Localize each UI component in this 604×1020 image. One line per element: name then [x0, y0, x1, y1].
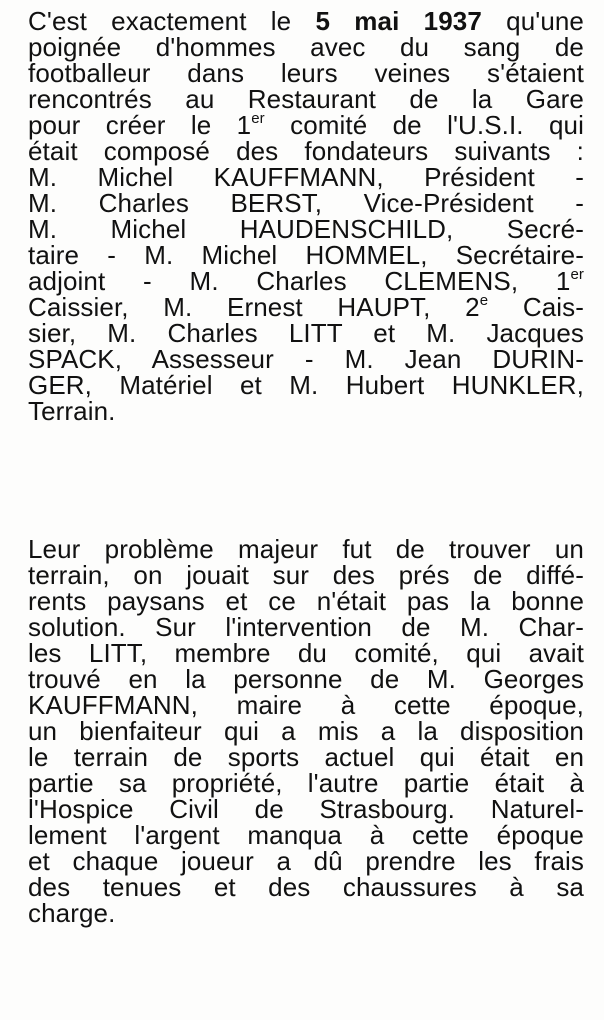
- paragraph-terrain: [28, 536, 584, 926]
- text-line: M. Charles BERST, Vice-Président -: [28, 188, 584, 218]
- text-line: rencontrés au Restaurant de la Gare: [28, 84, 584, 114]
- text-line: les LITT, membre du comité, qui avait: [28, 638, 584, 668]
- superscript: e: [479, 292, 489, 309]
- text-line: charge.: [28, 898, 116, 928]
- text-line: KAUFFMANN, maire à cette époque,: [28, 690, 584, 720]
- text-line: taire - M. Michel HOMMEL, Secrétaire-: [28, 240, 584, 270]
- text-line: trouvé en la personne de M. Georges: [28, 664, 584, 694]
- text-line: terrain, on jouait sur des prés de diffé-: [28, 560, 584, 590]
- text-line: lement l'argent manqua à cette époque: [28, 820, 584, 850]
- text-line: SPACK, Assesseur - M. Jean DURIN-: [28, 344, 584, 374]
- text-line: l'Hospice Civil de Strasbourg. Naturel-: [28, 794, 584, 824]
- text-line: Caissier, M. Ernest HAUPT, 2e Cais-: [28, 292, 584, 322]
- superscript: er: [251, 110, 265, 127]
- text-line: adjoint - M. Charles CLEMENS, 1er: [28, 266, 584, 296]
- text-line: M. Michel HAUDENSCHILD, Secré-: [28, 214, 584, 244]
- text-line: des tenues et des chaussures à sa: [28, 872, 584, 902]
- superscript: er: [570, 266, 584, 283]
- text-line: GER, Matériel et M. Hubert HUNKLER,: [28, 370, 584, 400]
- text-line: Leur problème majeur fut de trouver un: [28, 534, 584, 564]
- text-line: le terrain de sports actuel qui était en: [28, 742, 584, 772]
- text-line: poignée d'hommes avec du sang de: [28, 32, 584, 62]
- text-line: et chaque joueur a dû prendre les frais: [28, 846, 584, 876]
- text-line: solution. Sur l'intervention de M. Char-: [28, 612, 584, 642]
- text-line: était composé des fondateurs suivants :: [28, 136, 584, 166]
- text-line: sier, M. Charles LITT et M. Jacques: [28, 318, 584, 348]
- text-line: C'est exactement le 5 mai 1937 qu'une: [28, 6, 584, 36]
- text-line: un bienfaiteur qui a mis a la disposition: [28, 716, 584, 746]
- text-line: footballeur dans leurs veines s'étaient: [28, 58, 584, 88]
- text-line: partie sa propriété, l'autre partie était à: [28, 768, 584, 798]
- paragraph-founding: [28, 8, 584, 424]
- text-line: pour créer le 1er comité de l'U.S.I. qui: [28, 110, 584, 140]
- founding-date: 5 mai 1937: [315, 6, 482, 36]
- text-line: Terrain.: [28, 396, 116, 426]
- text-line: M. Michel KAUFFMANN, Président -: [28, 162, 584, 192]
- text-line: rents paysans et ce n'était pas la bonne: [28, 586, 584, 616]
